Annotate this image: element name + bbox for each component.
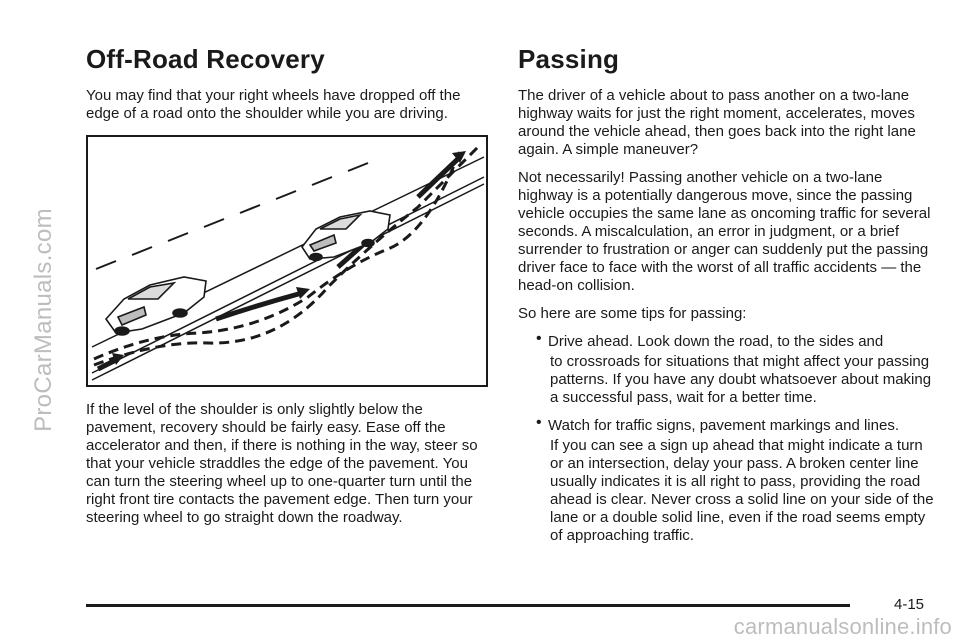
- bullet-icon: •: [536, 414, 542, 431]
- list-item-lead: Drive ahead. Look down the road, to the sides and: [548, 333, 884, 350]
- list-item-text: If you can see a sign up ahead that might indicate a turn or an intersection, delay your pass. A broken center line usually indicates it is all right to pass, providing the road ahead is clear. Never cross a solid line on your side of the lane or a double solid line, even if the road seems empty of approaching traffic.: [550, 437, 934, 544]
- footer-rule: [86, 604, 850, 607]
- off-road-intro-paragraph: You may find that your right wheels have dropped off the edge of a road onto the shoulder while you are driving.: [86, 87, 461, 122]
- passing-paragraph-3: So here are some tips for passing:: [518, 305, 747, 322]
- list-item-lead: Watch for traffic signs, pavement markings and lines.: [548, 417, 899, 434]
- off-road-recovery-illustration: [86, 135, 488, 387]
- page-number: 4-15: [894, 596, 925, 613]
- list-item: [518, 414, 934, 545]
- site-watermark: carmanualsonline.info: [733, 614, 952, 639]
- bullet-icon: •: [536, 330, 542, 347]
- side-watermark: [14, 0, 74, 640]
- list-item: [518, 330, 934, 407]
- section-heading-passing: Passing: [518, 44, 620, 74]
- section-heading-off-road-recovery: Off-Road Recovery: [86, 44, 325, 74]
- passing-paragraph-1: The driver of a vehicle about to pass another on a two-lane highway waits for just the right moment, accelerates, moves around the vehicle ahead, then goes back into the right lane again. A simple maneuver?: [518, 87, 916, 158]
- right-column: [518, 40, 934, 555]
- off-road-body-paragraph: If the level of the shoulder is only slightly below the pavement, recovery should be fairly easy. Ease off the accelerator and then, if there is nothing in the way, steer so that your vehicle straddles the edge of the pavement. You can turn the steering wheel up to one-quarter turn until the right front tire contacts the pavement edge. Then turn your steering wheel to go straight down the roadway.: [86, 401, 478, 526]
- left-column: [86, 40, 496, 537]
- passing-paragraph-2: Not necessarily! Passing another vehicle on a two-lane highway is a potentially dangerous move, since the passing vehicle occupies the same lane as oncoming traffic for several seconds. A miscalculation, an error in judgment, or a brief surrender to frustration or anger can suddenly put the passing driver face to face with the worst of all traffic accidents — the head-on collision.: [518, 169, 931, 294]
- side-watermark-text: ProCarManuals.com: [30, 208, 57, 432]
- passing-tips-list: [518, 330, 934, 545]
- list-item-text: to crossroads for situations that might affect your passing patterns. If you have any doubt whatsoever about making a successful pass, wait for a better time.: [550, 353, 932, 406]
